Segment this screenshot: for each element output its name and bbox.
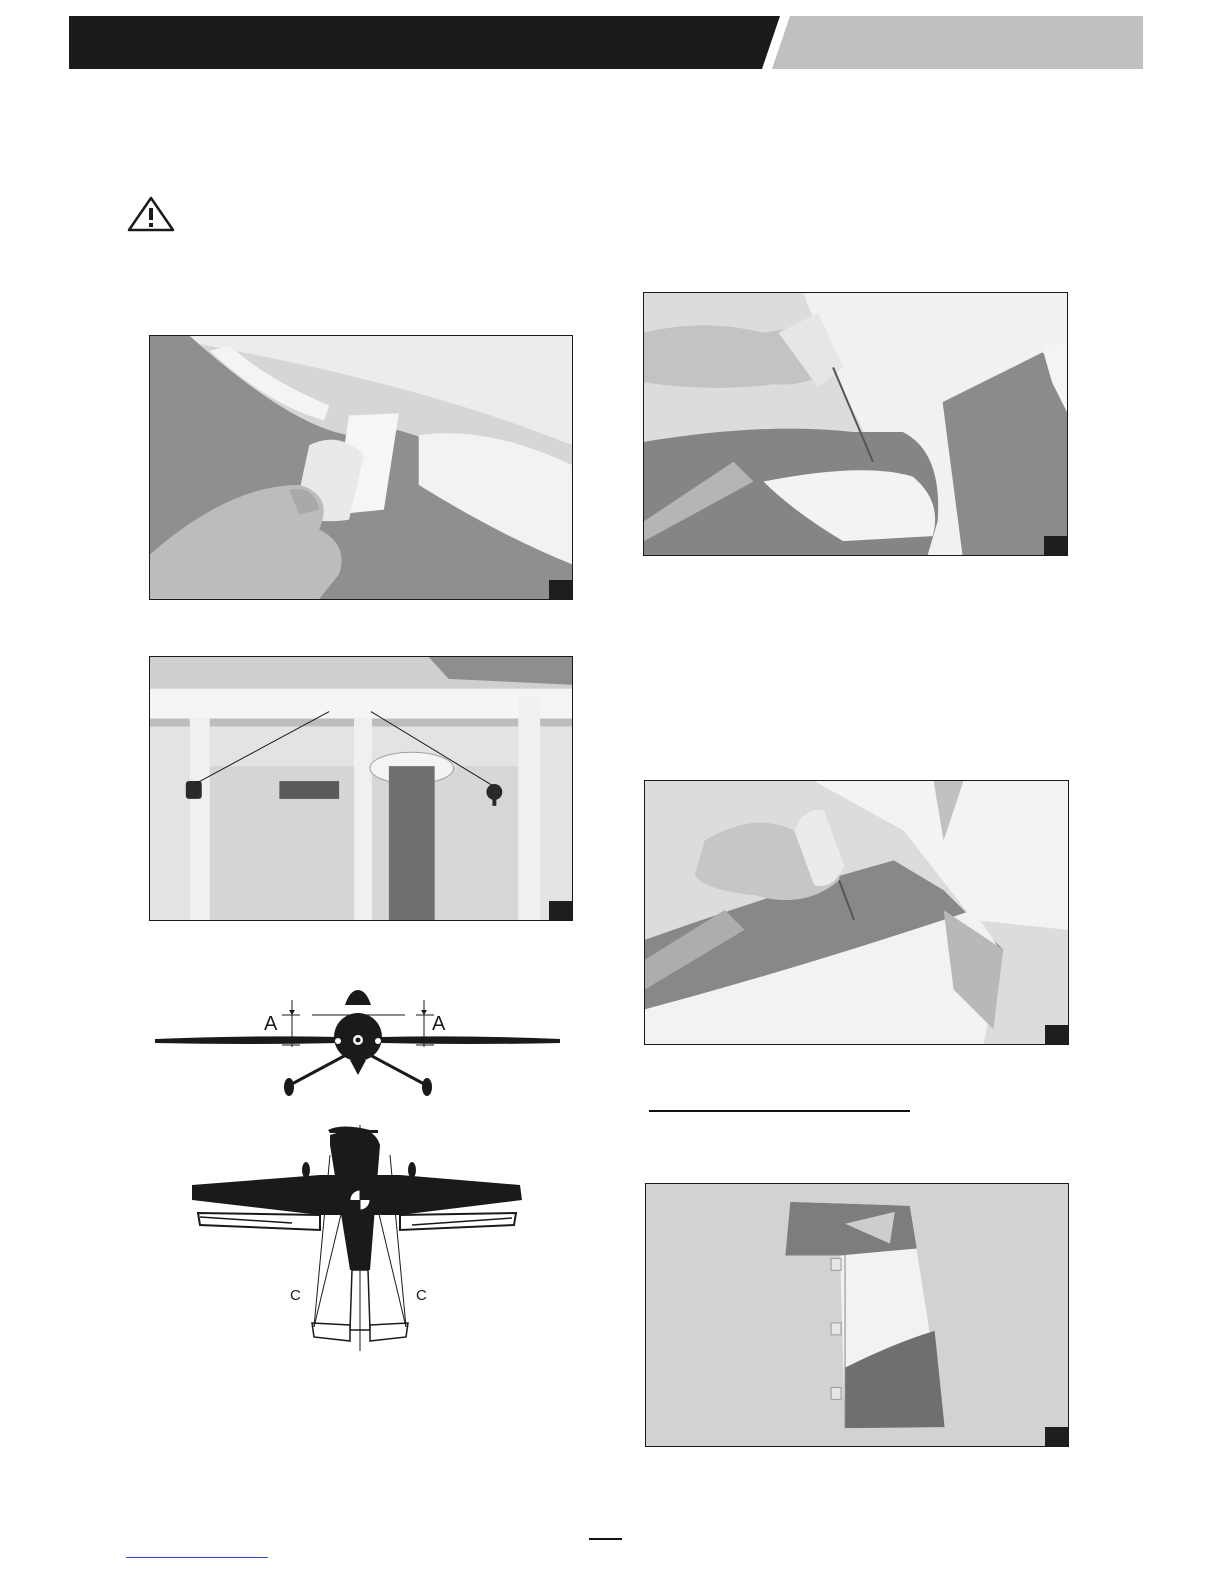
photo-vertical-fin [645,1183,1069,1447]
dimension-label-a-left: A [264,1013,278,1035]
page-number-rule [589,1538,622,1540]
photo-glue-fin-joint [644,780,1069,1045]
photo-glue-stabilizer [643,292,1068,556]
dimension-label-a-right: A [432,1013,446,1035]
figure-number-tag [1044,536,1067,555]
figure-number-tag [1045,1427,1068,1446]
diagram-top-view [180,1115,540,1355]
photo-wing-tape [149,335,573,600]
header-bar-light-segment [772,16,1143,69]
warning-triangle-icon [126,195,176,233]
figure-number-tag [549,580,572,599]
dimension-label-c-left: C [290,1287,301,1304]
footer-link-underline[interactable] [126,1557,268,1558]
header-bar-dark-segment [69,16,780,69]
section-heading-underline [649,1110,910,1112]
figure-number-tag [1045,1025,1068,1044]
header-bar [69,16,1143,69]
diagram-front-view [150,985,570,1100]
dimension-label-c-right: C [416,1287,427,1304]
figure-number-tag [549,901,572,920]
photo-fuselage-interior [149,656,573,921]
